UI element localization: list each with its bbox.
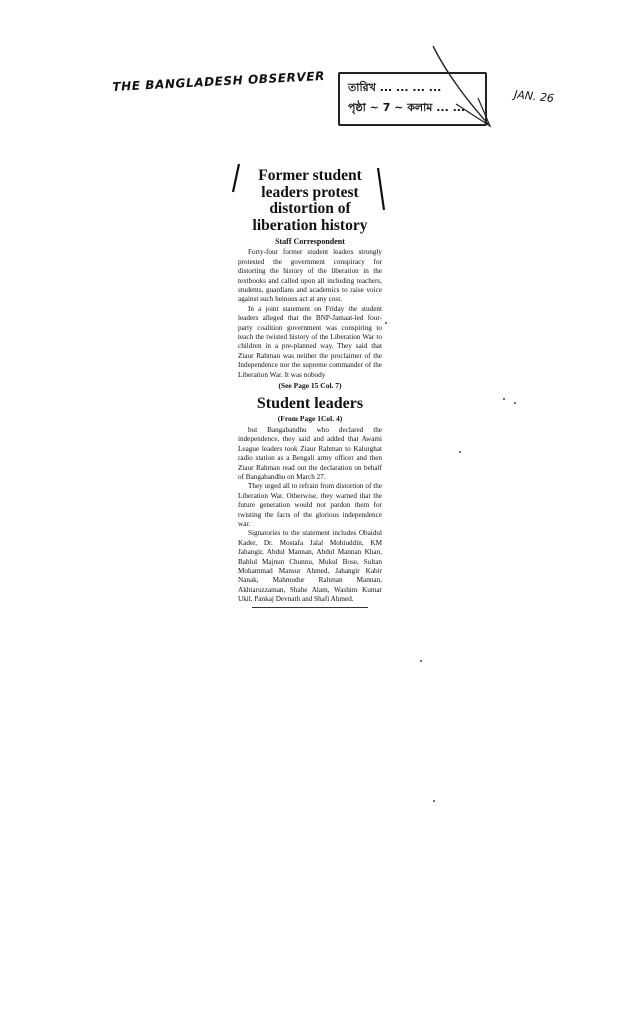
- left-bracket-mark: [230, 162, 242, 194]
- continuation-paragraph: They urged all to refrain from distortion of the Liberation War. Otherwise, they warned that the future generation would not pardon them for twisting the facts of the glorious independence war.: [238, 482, 382, 528]
- scan-speck: [503, 398, 505, 400]
- article-paragraph: Forty-four former student leaders strongly protested the government conspiracy for distorting the history of the liberation in the textbooks and called upon all including teachers, students, guardians and academics to raise voice against such heinous act at any cost.: [238, 248, 382, 304]
- stamp-pen-mark: [338, 46, 498, 116]
- scan-speck: [385, 322, 387, 324]
- bottom-rule: [252, 607, 368, 608]
- date-stamp: [338, 72, 487, 126]
- clipping-date: JAN. 26: [513, 87, 555, 106]
- scan-speck: [459, 451, 461, 453]
- scan-speck: [433, 800, 435, 802]
- continuation-headline: Student leaders: [256, 394, 364, 412]
- stamp-page-line: পৃষ্ঠা ~ 7 ~ কলাম ... ...: [348, 101, 466, 114]
- continuation-paragraph: Signatories to the statement includes Obaidul Kader, Dr. Mostafa Jalal Mohiuddin, KM Jahangir, Abdul Mannan, Abdul Mannan Khan, Bahlul Majnun Chunnu, Mukul Bose, Sultan Mohammad Mansur Ahmed, Jahangir Kabir Nanak, Mahmudur Rahman Mannan, Akhtaruzzaman, Shahe Alam, Washim Kumar Ukil, Pankaj Devnath and Shafi Ahmed.: [238, 529, 382, 604]
- news-clipping: [238, 160, 382, 610]
- newspaper-name: THE BANGLADESH OBSERVER: [112, 68, 326, 94]
- stamp-date-line: তারিখ ... ... ... ...: [348, 81, 442, 94]
- article-headline: Former student leaders protest distortion of liberation history: [252, 167, 368, 234]
- article-byline: Staff Correspondent: [275, 237, 345, 246]
- right-bracket-mark: [376, 166, 388, 212]
- continuation-paragraph: but Bangabandhu who declared the independence, they said and added that Awami League leaders took Ziaur Rahman to Kalurghat radio station as a Bengali army officer and then Ziaur Rahman read out the declaration on behalf of Bangabandhu on March 27.: [238, 425, 382, 481]
- continued-to-note: (See Page 15 Col. 7): [278, 381, 342, 391]
- scan-speck: [514, 402, 516, 404]
- continued-from-note: (From Page 1Col. 4): [277, 413, 343, 423]
- scan-speck: [420, 660, 422, 662]
- article-paragraph: In a joint statement on Friday the student leaders alleged that the BNP-Jamaat-led four-party coalition government was conspiring to teach the twisted history of the Liberation War to children in a pre-planned way. They said that Ziaur Rahman was neither the proclaimer of the Independence nor the supreme commander of the Liberation War. It was nobody: [238, 304, 382, 379]
